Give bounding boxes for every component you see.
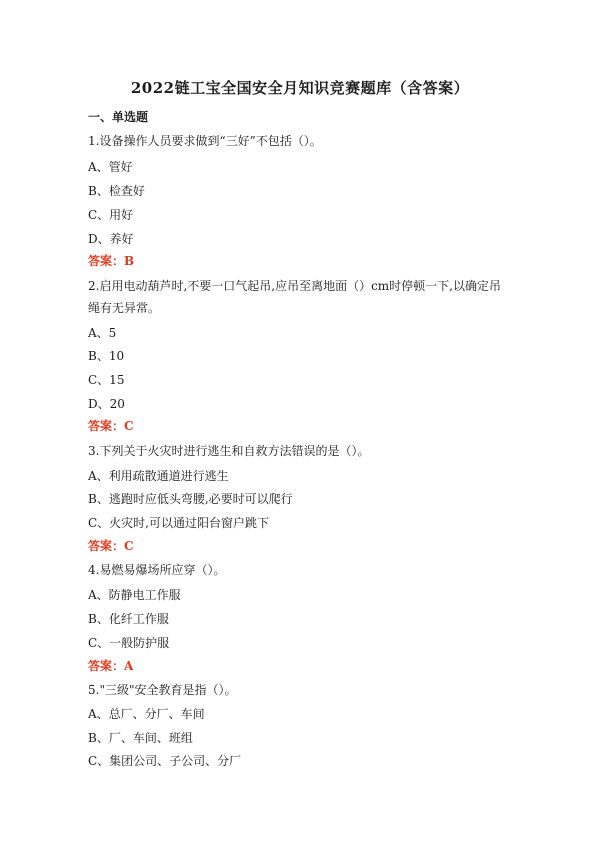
question-4-option-c: C、一般防护服 <box>88 636 170 650</box>
question-1-option-c: C、用好 <box>88 208 134 222</box>
question-3-answer: 答案：C <box>88 539 134 553</box>
section-heading: 一、单选题 <box>88 110 149 124</box>
question-5-option-c: C、集团公司、子公司、分厂 <box>88 754 242 768</box>
question-4-option-b: B、化纤工作服 <box>88 612 169 626</box>
question-5-option-a: A、总厂、分厂、车间 <box>88 707 205 721</box>
question-2-stem-line-1: 2.启用电动葫芦时,不要一口气起吊,应吊至离地面（）cm时停顿一下,以确定吊 <box>88 279 501 293</box>
question-4-stem: 4.易燃易爆场所应穿（）。 <box>88 563 226 577</box>
question-4-answer: 答案：A <box>88 659 134 673</box>
question-2-option-b: B、10 <box>88 349 125 363</box>
question-3-option-b: B、逃跑时应低头弯腰,必要时可以爬行 <box>88 492 293 506</box>
question-2-answer: 答案：C <box>88 419 134 433</box>
question-1-option-a: A、管好 <box>88 160 133 174</box>
question-2-stem-line-2: 绳有无异常。 <box>88 301 161 315</box>
question-1-option-b: B、检查好 <box>88 184 145 198</box>
question-3-stem: 3.下列关于火灾时进行逃生和自救方法错误的是（）。 <box>88 444 370 458</box>
document-title: 2022链工宝全国安全月知识竞赛题库（含答案） <box>130 79 470 97</box>
question-2-option-a: A、5 <box>88 326 117 340</box>
question-3-option-a: A、利用疏散通道进行逃生 <box>88 469 229 483</box>
question-2-option-c: C、15 <box>88 373 125 387</box>
question-3-option-c: C、火灾时,可以通过阳台窗户跳下 <box>88 516 269 530</box>
question-2-option-d: D、20 <box>88 397 125 411</box>
question-5-stem: 5."三级"安全教育是指（）。 <box>88 683 237 697</box>
question-5-option-b: B、厂、车间、班组 <box>88 731 193 745</box>
question-1-answer: 答案：B <box>88 254 135 268</box>
question-1-option-d: D、养好 <box>88 232 134 246</box>
question-1-stem: 1.设备操作人员要求做到“三好”不包括（）。 <box>88 134 322 148</box>
question-4-option-a: A、防静电工作服 <box>88 588 181 602</box>
